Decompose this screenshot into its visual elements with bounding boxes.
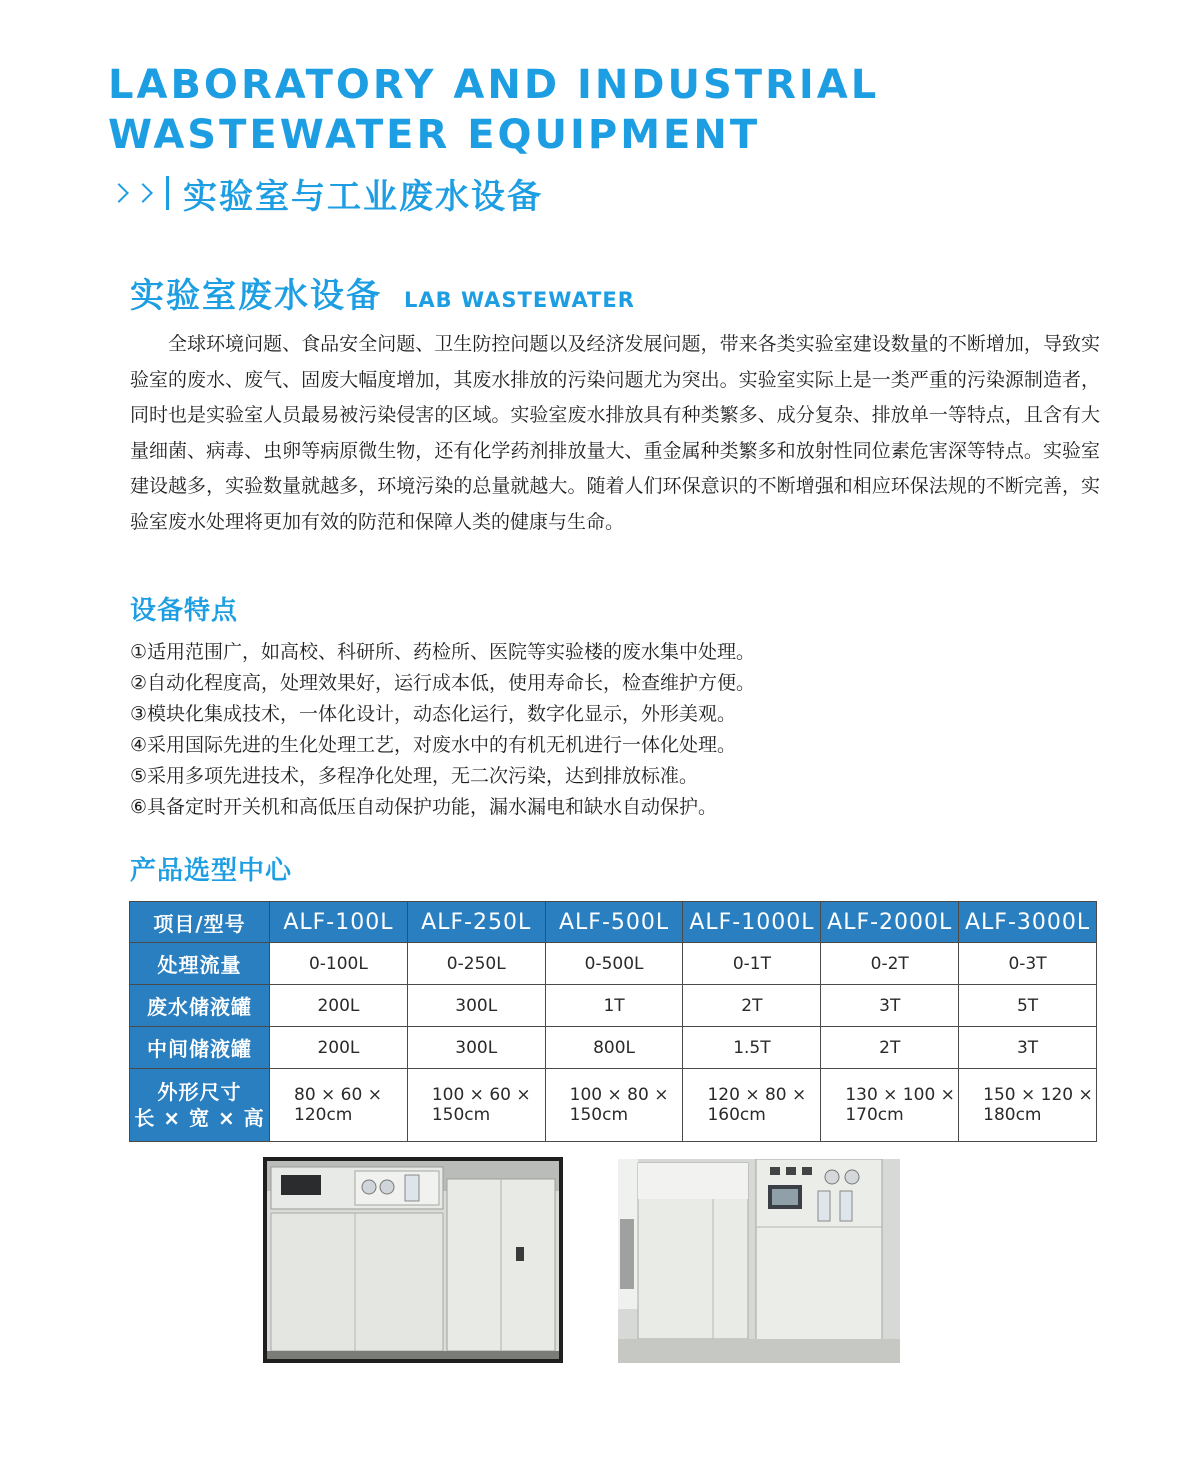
row-label-line: 外形尺寸	[157, 1080, 242, 1104]
table-cell: 200L	[270, 1027, 408, 1069]
table-cell: 0-3T	[959, 943, 1097, 985]
cell-line: 100 × 80 ×	[569, 1085, 669, 1105]
table-cell: 2T	[821, 1027, 959, 1069]
header-title-en-line2: WASTEWATER EQUIPMENT	[108, 112, 761, 158]
table-header-row	[130, 902, 1097, 943]
chevron-right-icon	[109, 183, 129, 203]
features-title: 设备特点	[130, 596, 239, 626]
table-header-label: 项目/型号	[130, 902, 270, 943]
table-cell: 0-2T	[821, 943, 959, 985]
header-subtitle-row	[112, 170, 543, 216]
table-cell: 800L	[545, 1027, 683, 1069]
features-list	[130, 637, 1110, 823]
row-label: 废水储液罐	[130, 985, 270, 1027]
header-title-cn: 实验室与工业废水设备	[183, 176, 543, 217]
cell-line: 80 × 60 ×	[294, 1085, 382, 1105]
table-row	[130, 1027, 1097, 1069]
table-row-dimensions	[130, 1069, 1097, 1142]
table-cell	[821, 1069, 959, 1142]
feature-item: ①适用范围广，如高校、科研所、药检所、医院等实验楼的废水集中处理。	[130, 641, 756, 663]
table-cell: 0-1T	[683, 943, 821, 985]
model-header: ALF-500L	[545, 902, 683, 943]
cell-line: 150 × 120 ×	[983, 1085, 1093, 1105]
table-cell: 200L	[270, 985, 408, 1027]
row-label: 中间储液罐	[130, 1027, 270, 1069]
table-cell	[407, 1069, 545, 1142]
cell-line: 150cm	[569, 1105, 629, 1125]
cell-line: 120cm	[294, 1105, 353, 1125]
cell-line: 130 × 100 ×	[845, 1085, 955, 1105]
table-row	[130, 985, 1097, 1027]
table-cell: 3T	[821, 985, 959, 1027]
cell-line: 170cm	[845, 1105, 904, 1125]
table-cell: 1T	[545, 985, 683, 1027]
row-label	[130, 1069, 270, 1142]
section-title-en: LAB WASTEWATER	[404, 288, 635, 312]
model-header: ALF-3000L	[959, 902, 1097, 943]
table-cell	[683, 1069, 821, 1142]
feature-item: ④采用国际先进的生化处理工艺，对废水中的有机无机进行一体化处理。	[130, 734, 737, 756]
model-header: ALF-1000L	[683, 902, 821, 943]
table-cell: 2T	[683, 985, 821, 1027]
header-title-en-line1: LABORATORY AND INDUSTRIAL	[108, 62, 880, 108]
divider-bar	[166, 176, 169, 210]
product-photo-2	[618, 1159, 900, 1363]
table-cell: 0-250L	[407, 943, 545, 985]
header-title-en	[108, 60, 1008, 160]
row-label: 处理流量	[130, 943, 270, 985]
feature-item: ⑥具备定时开关机和高低压自动保护功能，漏水漏电和缺水自动保护。	[130, 796, 718, 818]
table-cell: 3T	[959, 1027, 1097, 1069]
cell-line: 160cm	[707, 1105, 766, 1125]
intro-paragraph: 全球环境问题、食品安全问题、卫生防控问题以及经济发展问题，带来各类实验室建设数量的不断增加，导致实验室的废水、废气、固废大幅度增加，其废水排放的污染问题尤为突出。实验室实际上是一类严重的污染源制造者，同时也是实验室人员最易被污染侵害的区域。实验室废水排放具有种类繁多、成分复杂、排放单一等特点，且含有大量细菌、病毒、虫卵等病原微生物，还有化学药剂排放量大、重金属种类繁多和放射性同位素危害深等特点。实验室建设越多，实验数量就越多，环境污染的总量就越大。随着人们环保意识的不断增强和相应环保法规的不断完善，实验室废水处理将更加有效的防范和保障人类的健康与生命。	[130, 333, 1100, 533]
feature-item: ⑤采用多项先进技术，多程净化处理，无二次污染，达到排放标准。	[130, 765, 699, 787]
table-cell	[270, 1069, 408, 1142]
table-row	[130, 943, 1097, 985]
table-cell: 1.5T	[683, 1027, 821, 1069]
cell-line: 180cm	[983, 1105, 1042, 1125]
chevron-right-icon	[133, 183, 153, 203]
cell-line: 120 × 80 ×	[707, 1085, 807, 1105]
cell-line: 150cm	[431, 1105, 491, 1125]
selection-title: 产品选型中心	[130, 856, 293, 886]
table-cell: 0-500L	[545, 943, 683, 985]
table-cell: 300L	[407, 1027, 545, 1069]
table-cell	[959, 1069, 1097, 1142]
product-photo-1	[263, 1157, 563, 1363]
feature-item: ③模块化集成技术，一体化设计，动态化运行，数字化显示，外形美观。	[130, 703, 737, 725]
table-cell: 0-100L	[270, 943, 408, 985]
model-header: ALF-100L	[270, 902, 408, 943]
row-label-line: 长 × 宽 × 高	[134, 1106, 265, 1130]
spec-table	[129, 901, 1097, 1142]
table-cell	[545, 1069, 683, 1142]
section-title-cn: 实验室废水设备	[130, 276, 382, 316]
table-cell: 300L	[407, 985, 545, 1027]
feature-item: ②自动化程度高，处理效果好，运行成本低，使用寿命长，检查维护方便。	[130, 672, 756, 694]
cell-line: 100 × 60 ×	[431, 1085, 531, 1105]
model-header: ALF-2000L	[821, 902, 959, 943]
model-header: ALF-250L	[407, 902, 545, 943]
section-title	[130, 268, 635, 317]
table-cell: 5T	[959, 985, 1097, 1027]
